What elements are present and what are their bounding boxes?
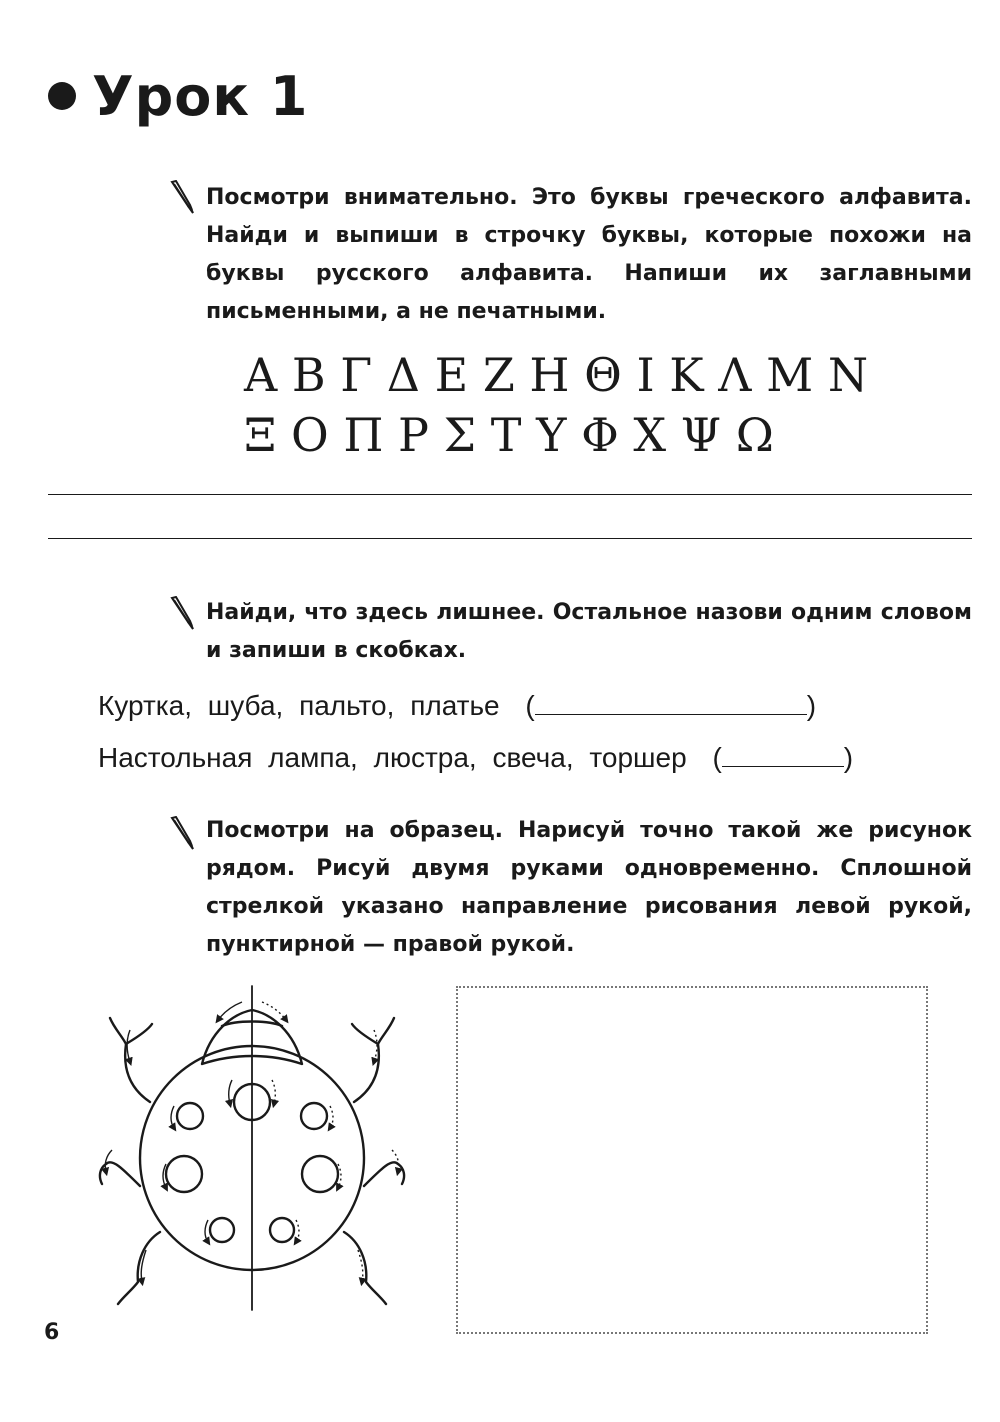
greek-letters-row-2: Ξ Ο Π Ρ Σ Τ Υ Φ Χ Ψ Ω	[244, 408, 774, 462]
sentence-text: Настольная лампа, люстра, свеча, торшер	[98, 742, 687, 773]
writing-line-1[interactable]	[48, 494, 972, 495]
open-bracket: (	[525, 690, 535, 721]
writing-line-2[interactable]	[48, 538, 972, 539]
task-1-instructions: Посмотри внимательно. Это буквы греческого алфавита. Найди и выпиши в строчку буквы, которые похожи на буквы русского алфавита. Напиши их заглавными письменными, а не печатными.	[206, 185, 972, 324]
page-number: 6	[44, 1320, 60, 1345]
lesson-title: Урок 1	[92, 65, 309, 128]
answer-blank-1[interactable]	[535, 686, 807, 715]
greek-letters-row-1: Α Β Γ Δ Ε Ζ Η Θ Ι Κ Λ Μ Ν	[244, 348, 869, 402]
close-bracket: )	[843, 742, 854, 773]
pencil-icon	[168, 596, 198, 636]
close-bracket: )	[806, 690, 817, 721]
task-2-instructions: Найди, что здесь лишнее. Остальное назови одним словом и запиши в скобках.	[206, 600, 972, 663]
open-bracket: (	[712, 742, 722, 773]
answer-blank-2[interactable]	[722, 738, 844, 767]
pencil-icon	[168, 180, 198, 220]
pencil-icon	[168, 816, 198, 856]
bullet-dot	[48, 82, 76, 110]
drawing-area[interactable]	[456, 986, 928, 1334]
odd-one-out-sentence-1	[98, 686, 816, 726]
ladybug-sample-drawing	[92, 980, 422, 1320]
task-3-instructions: Посмотри на образец. Нарисуй точно такой же рисунок рядом. Рисуй двумя руками одновременно. Сплошной стрелкой указано направление рисования левой рукой, пунктирной — правой рукой.	[206, 818, 972, 957]
sentence-text: Куртка, шуба, пальто, платье	[98, 690, 500, 721]
odd-one-out-sentence-2	[98, 738, 853, 778]
